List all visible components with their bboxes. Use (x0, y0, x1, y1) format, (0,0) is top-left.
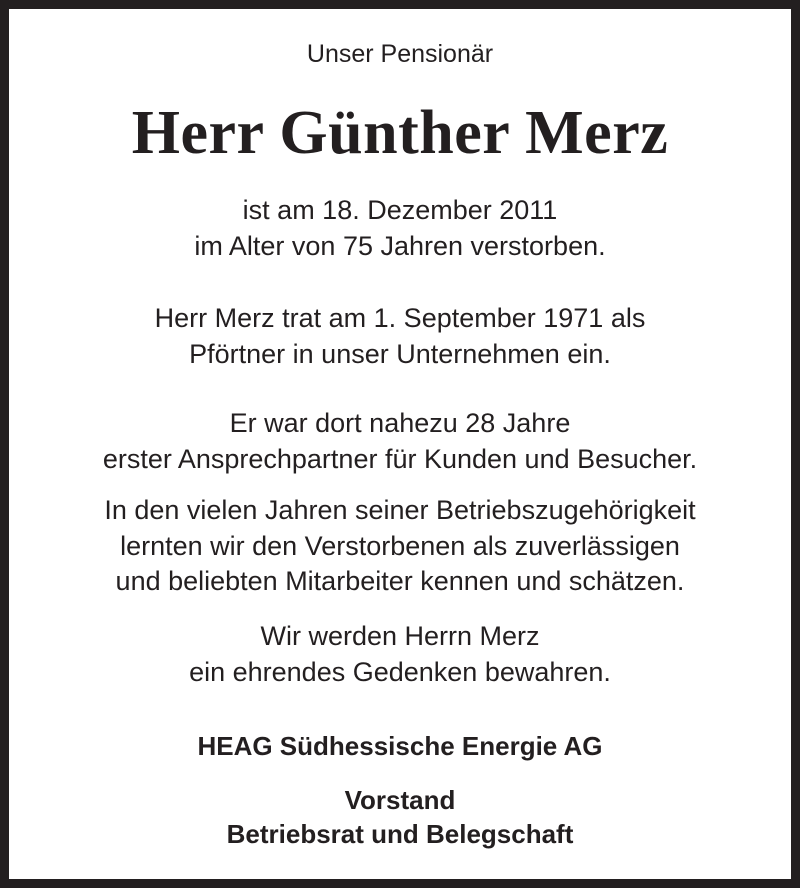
text-line: lernten wir den Verstorbenen als zuverlässigen (120, 530, 680, 561)
paragraph-employment-start (9, 301, 791, 372)
text-line: In den vielen Jahren seiner Betriebszugehörigkeit (104, 495, 696, 525)
paragraph-role (9, 406, 791, 477)
text-line: ist am 18. Dezember 2011 (242, 195, 558, 225)
paragraph-death-date (9, 193, 791, 264)
text-line: Er war dort nahezu 28 Jahre (229, 408, 571, 438)
text-line: und beliebten Mitarbeiter kennen und schätzen. (115, 566, 685, 596)
signature-groups (9, 783, 791, 851)
paragraph-appreciation (9, 493, 791, 600)
signature-line: Vorstand (344, 785, 456, 815)
signature-company: HEAG Südhessische Energie AG (197, 731, 603, 761)
deceased-name-title: Herr Günther Merz (131, 99, 669, 167)
text-line: Wir werden Herrn Merz (260, 621, 540, 651)
text-line: im Alter von 75 Jahren verstorben. (194, 230, 606, 261)
intro-line: Unser Pensionär (306, 40, 494, 68)
signature-line: Betriebsrat und Belegschaft (226, 819, 574, 849)
text-line: ein ehrendes Gedenken bewahren. (189, 656, 611, 687)
text-line: Pförtner in unser Unternehmen ein. (189, 338, 611, 369)
text-line: erster Ansprechpartner für Kunden und Besucher. (102, 443, 698, 474)
paragraph-remembrance (9, 619, 791, 690)
text-line: Herr Merz trat am 1. September 1971 als (154, 303, 646, 333)
